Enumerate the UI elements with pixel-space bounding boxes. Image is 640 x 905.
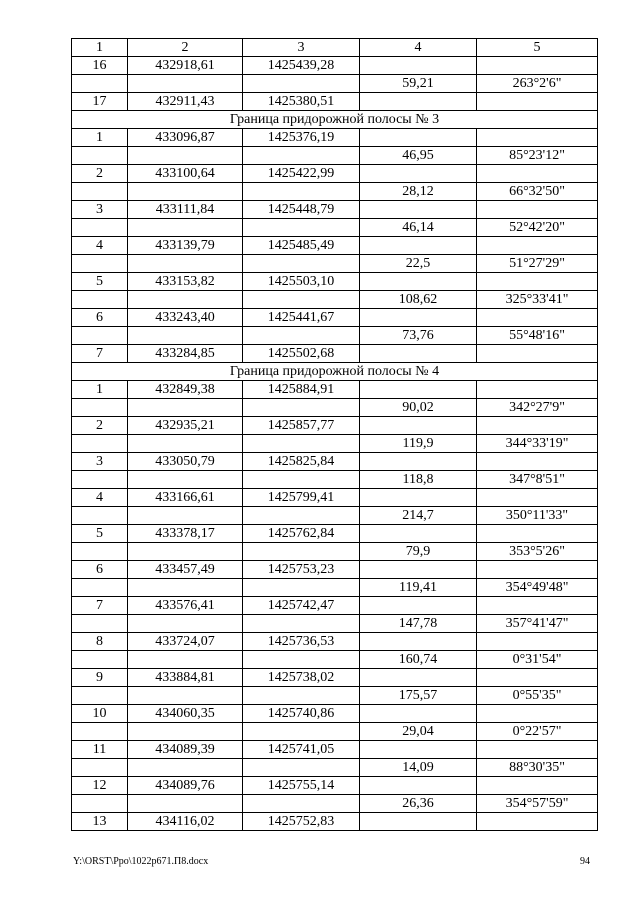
segment-length: 119,9: [360, 435, 477, 453]
segment-row: [72, 687, 598, 705]
coordinate-x: 433100,64: [128, 165, 243, 183]
coordinate-x: 433884,81: [128, 669, 243, 687]
coordinate-y: 1425857,77: [243, 417, 360, 435]
point-row: [72, 561, 598, 579]
point-row: [72, 705, 598, 723]
coordinate-y: 1425752,83: [243, 813, 360, 831]
header-col-3: 3: [243, 39, 360, 57]
empty-cell: [243, 183, 360, 201]
empty-cell: [477, 417, 598, 435]
point-row: [72, 345, 598, 363]
coordinate-y: 1425738,02: [243, 669, 360, 687]
empty-cell: [243, 327, 360, 345]
empty-cell: [360, 57, 477, 75]
coordinate-x: 433576,41: [128, 597, 243, 615]
point-row: [72, 273, 598, 291]
empty-cell: [477, 93, 598, 111]
empty-cell: [243, 147, 360, 165]
coordinate-y: 1425755,14: [243, 777, 360, 795]
segment-length: 118,8: [360, 471, 477, 489]
empty-cell: [72, 471, 128, 489]
empty-cell: [243, 579, 360, 597]
empty-cell: [360, 309, 477, 327]
empty-cell: [243, 723, 360, 741]
empty-cell: [360, 813, 477, 831]
segment-direction-angle: 357°41'47": [477, 615, 598, 633]
empty-cell: [477, 309, 598, 327]
segment-length: 26,36: [360, 795, 477, 813]
coordinate-x: 433139,79: [128, 237, 243, 255]
coordinate-y: 1425742,47: [243, 597, 360, 615]
segment-row: [72, 471, 598, 489]
coordinate-y: 1425376,19: [243, 129, 360, 147]
segment-row: [72, 795, 598, 813]
empty-cell: [360, 129, 477, 147]
empty-cell: [243, 507, 360, 525]
empty-cell: [243, 471, 360, 489]
coordinate-y: 1425439,28: [243, 57, 360, 75]
segment-direction-angle: 354°49'48": [477, 579, 598, 597]
page-number: 94: [580, 856, 590, 867]
coordinate-y: 1425380,51: [243, 93, 360, 111]
empty-cell: [360, 165, 477, 183]
point-row: [72, 741, 598, 759]
point-number: 8: [72, 633, 128, 651]
coordinate-y: 1425741,05: [243, 741, 360, 759]
point-number: 1: [72, 129, 128, 147]
point-number: 3: [72, 453, 128, 471]
point-number: 3: [72, 201, 128, 219]
segment-row: [72, 579, 598, 597]
segment-direction-angle: 263°2'6": [477, 75, 598, 93]
point-row: [72, 57, 598, 75]
coordinate-x: 433050,79: [128, 453, 243, 471]
empty-cell: [243, 759, 360, 777]
segment-row: [72, 615, 598, 633]
segment-direction-angle: 325°33'41": [477, 291, 598, 309]
segment-direction-angle: 88°30'35": [477, 759, 598, 777]
point-row: [72, 417, 598, 435]
coordinates-table: [71, 38, 598, 831]
empty-cell: [128, 219, 243, 237]
segment-length: 160,74: [360, 651, 477, 669]
empty-cell: [360, 381, 477, 399]
point-number: 16: [72, 57, 128, 75]
point-number: 7: [72, 345, 128, 363]
empty-cell: [72, 687, 128, 705]
point-number: 5: [72, 525, 128, 543]
empty-cell: [477, 669, 598, 687]
coordinate-y: 1425448,79: [243, 201, 360, 219]
segment-row: [72, 75, 598, 93]
empty-cell: [72, 219, 128, 237]
empty-cell: [477, 381, 598, 399]
empty-cell: [360, 525, 477, 543]
coordinate-x: 434089,76: [128, 777, 243, 795]
coordinate-x: 434116,02: [128, 813, 243, 831]
footer-file-path: Y:\ORST\Ppo\1022p671.П8.docx: [73, 856, 209, 867]
empty-cell: [128, 75, 243, 93]
segment-length: 119,41: [360, 579, 477, 597]
point-row: [72, 129, 598, 147]
empty-cell: [360, 345, 477, 363]
segment-length: 46,95: [360, 147, 477, 165]
coordinate-x: 434060,35: [128, 705, 243, 723]
empty-cell: [477, 273, 598, 291]
segment-row: [72, 543, 598, 561]
coordinate-y: 1425753,23: [243, 561, 360, 579]
point-number: 10: [72, 705, 128, 723]
empty-cell: [477, 345, 598, 363]
table-body: [72, 57, 598, 831]
point-number: 1: [72, 381, 128, 399]
segment-length: 29,04: [360, 723, 477, 741]
segment-length: 79,9: [360, 543, 477, 561]
point-number: 7: [72, 597, 128, 615]
point-number: 11: [72, 741, 128, 759]
table-header-row: [72, 39, 598, 57]
empty-cell: [72, 291, 128, 309]
empty-cell: [360, 597, 477, 615]
coordinate-y: 1425740,86: [243, 705, 360, 723]
empty-cell: [360, 93, 477, 111]
point-number: 2: [72, 417, 128, 435]
empty-cell: [72, 147, 128, 165]
header-col-4: 4: [360, 39, 477, 57]
segment-direction-angle: 354°57'59": [477, 795, 598, 813]
coordinate-x: 433378,17: [128, 525, 243, 543]
empty-cell: [128, 723, 243, 741]
empty-cell: [128, 651, 243, 669]
empty-cell: [360, 633, 477, 651]
coordinate-x: 434089,39: [128, 741, 243, 759]
header-col-2: 2: [128, 39, 243, 57]
empty-cell: [72, 579, 128, 597]
point-number: 6: [72, 561, 128, 579]
segment-direction-angle: 0°31'54": [477, 651, 598, 669]
empty-cell: [243, 219, 360, 237]
empty-cell: [243, 435, 360, 453]
empty-cell: [128, 615, 243, 633]
empty-cell: [477, 201, 598, 219]
empty-cell: [72, 75, 128, 93]
coordinate-y: 1425422,99: [243, 165, 360, 183]
empty-cell: [360, 201, 477, 219]
point-number: 12: [72, 777, 128, 795]
segment-direction-angle: 85°23'12": [477, 147, 598, 165]
segment-direction-angle: 350°11'33": [477, 507, 598, 525]
empty-cell: [128, 687, 243, 705]
empty-cell: [72, 255, 128, 273]
section-title: Граница придорожной полосы № 4: [72, 363, 598, 381]
segment-row: [72, 399, 598, 417]
point-row: [72, 777, 598, 795]
coordinate-x: 432849,38: [128, 381, 243, 399]
segment-direction-angle: 347°8'51": [477, 471, 598, 489]
empty-cell: [243, 543, 360, 561]
segment-length: 73,76: [360, 327, 477, 345]
point-number: 2: [72, 165, 128, 183]
empty-cell: [477, 813, 598, 831]
empty-cell: [72, 183, 128, 201]
point-row: [72, 453, 598, 471]
segment-row: [72, 651, 598, 669]
empty-cell: [128, 435, 243, 453]
point-row: [72, 669, 598, 687]
point-row: [72, 597, 598, 615]
point-row: [72, 165, 598, 183]
empty-cell: [360, 453, 477, 471]
section-title: Граница придорожной полосы № 3: [72, 111, 598, 129]
coordinate-x: 433724,07: [128, 633, 243, 651]
coordinate-x: 433111,84: [128, 201, 243, 219]
empty-cell: [477, 237, 598, 255]
section-title-row: [72, 111, 598, 129]
empty-cell: [128, 183, 243, 201]
empty-cell: [243, 399, 360, 417]
segment-length: 22,5: [360, 255, 477, 273]
empty-cell: [477, 57, 598, 75]
coordinate-y: 1425503,10: [243, 273, 360, 291]
empty-cell: [128, 543, 243, 561]
segment-length: 90,02: [360, 399, 477, 417]
segment-direction-angle: 0°55'35": [477, 687, 598, 705]
coordinate-x: 432935,21: [128, 417, 243, 435]
coordinate-x: 433096,87: [128, 129, 243, 147]
coordinate-y: 1425762,84: [243, 525, 360, 543]
coordinate-y: 1425825,84: [243, 453, 360, 471]
empty-cell: [477, 633, 598, 651]
point-number: 6: [72, 309, 128, 327]
segment-length: 46,14: [360, 219, 477, 237]
coordinate-x: 433243,40: [128, 309, 243, 327]
empty-cell: [243, 255, 360, 273]
segment-row: [72, 759, 598, 777]
segment-row: [72, 255, 598, 273]
segment-row: [72, 435, 598, 453]
empty-cell: [477, 453, 598, 471]
empty-cell: [72, 759, 128, 777]
empty-cell: [128, 471, 243, 489]
point-row: [72, 489, 598, 507]
empty-cell: [360, 705, 477, 723]
point-row: [72, 201, 598, 219]
empty-cell: [360, 489, 477, 507]
point-row: [72, 525, 598, 543]
empty-cell: [477, 597, 598, 615]
header-col-1: 1: [72, 39, 128, 57]
empty-cell: [243, 291, 360, 309]
empty-cell: [72, 435, 128, 453]
header-col-5: 5: [477, 39, 598, 57]
coordinate-x: 433284,85: [128, 345, 243, 363]
empty-cell: [477, 525, 598, 543]
empty-cell: [72, 615, 128, 633]
empty-cell: [477, 561, 598, 579]
empty-cell: [243, 615, 360, 633]
empty-cell: [128, 795, 243, 813]
segment-row: [72, 219, 598, 237]
empty-cell: [477, 741, 598, 759]
empty-cell: [360, 273, 477, 291]
empty-cell: [128, 507, 243, 525]
segment-row: [72, 723, 598, 741]
empty-cell: [243, 795, 360, 813]
empty-cell: [72, 795, 128, 813]
segment-row: [72, 507, 598, 525]
empty-cell: [72, 723, 128, 741]
coordinate-x: 432911,43: [128, 93, 243, 111]
coordinate-y: 1425485,49: [243, 237, 360, 255]
segment-direction-angle: 66°32'50": [477, 183, 598, 201]
coordinate-x: 433166,61: [128, 489, 243, 507]
segment-length: 147,78: [360, 615, 477, 633]
coordinate-x: 432918,61: [128, 57, 243, 75]
point-row: [72, 93, 598, 111]
empty-cell: [243, 687, 360, 705]
segment-row: [72, 147, 598, 165]
empty-cell: [72, 399, 128, 417]
segment-length: 214,7: [360, 507, 477, 525]
empty-cell: [477, 489, 598, 507]
empty-cell: [72, 327, 128, 345]
segment-row: [72, 291, 598, 309]
empty-cell: [128, 255, 243, 273]
empty-cell: [360, 237, 477, 255]
empty-cell: [72, 651, 128, 669]
coordinate-y: 1425736,53: [243, 633, 360, 651]
point-row: [72, 381, 598, 399]
empty-cell: [477, 129, 598, 147]
segment-row: [72, 327, 598, 345]
segment-direction-angle: 342°27'9": [477, 399, 598, 417]
empty-cell: [72, 543, 128, 561]
segment-direction-angle: 52°42'20": [477, 219, 598, 237]
empty-cell: [360, 777, 477, 795]
point-number: 13: [72, 813, 128, 831]
coordinate-x: 433457,49: [128, 561, 243, 579]
segment-direction-angle: 0°22'57": [477, 723, 598, 741]
segment-length: 175,57: [360, 687, 477, 705]
segment-length: 14,09: [360, 759, 477, 777]
empty-cell: [128, 759, 243, 777]
empty-cell: [128, 399, 243, 417]
coordinate-y: 1425884,91: [243, 381, 360, 399]
segment-length: 108,62: [360, 291, 477, 309]
empty-cell: [360, 561, 477, 579]
coordinate-y: 1425441,67: [243, 309, 360, 327]
empty-cell: [128, 579, 243, 597]
segment-row: [72, 183, 598, 201]
empty-cell: [128, 291, 243, 309]
segment-length: 59,21: [360, 75, 477, 93]
empty-cell: [243, 75, 360, 93]
segment-direction-angle: 353°5'26": [477, 543, 598, 561]
point-number: 4: [72, 237, 128, 255]
empty-cell: [360, 741, 477, 759]
segment-direction-angle: 55°48'16": [477, 327, 598, 345]
empty-cell: [360, 417, 477, 435]
empty-cell: [128, 147, 243, 165]
segment-length: 28,12: [360, 183, 477, 201]
empty-cell: [477, 777, 598, 795]
segment-direction-angle: 344°33'19": [477, 435, 598, 453]
empty-cell: [360, 669, 477, 687]
empty-cell: [128, 327, 243, 345]
point-row: [72, 633, 598, 651]
empty-cell: [477, 165, 598, 183]
point-row: [72, 813, 598, 831]
point-number: 9: [72, 669, 128, 687]
empty-cell: [477, 705, 598, 723]
section-title-row: [72, 363, 598, 381]
coordinate-y: 1425502,68: [243, 345, 360, 363]
point-row: [72, 237, 598, 255]
point-number: 17: [72, 93, 128, 111]
coordinate-x: 433153,82: [128, 273, 243, 291]
point-number: 4: [72, 489, 128, 507]
segment-direction-angle: 51°27'29": [477, 255, 598, 273]
coordinate-y: 1425799,41: [243, 489, 360, 507]
empty-cell: [72, 507, 128, 525]
point-row: [72, 309, 598, 327]
point-number: 5: [72, 273, 128, 291]
empty-cell: [243, 651, 360, 669]
